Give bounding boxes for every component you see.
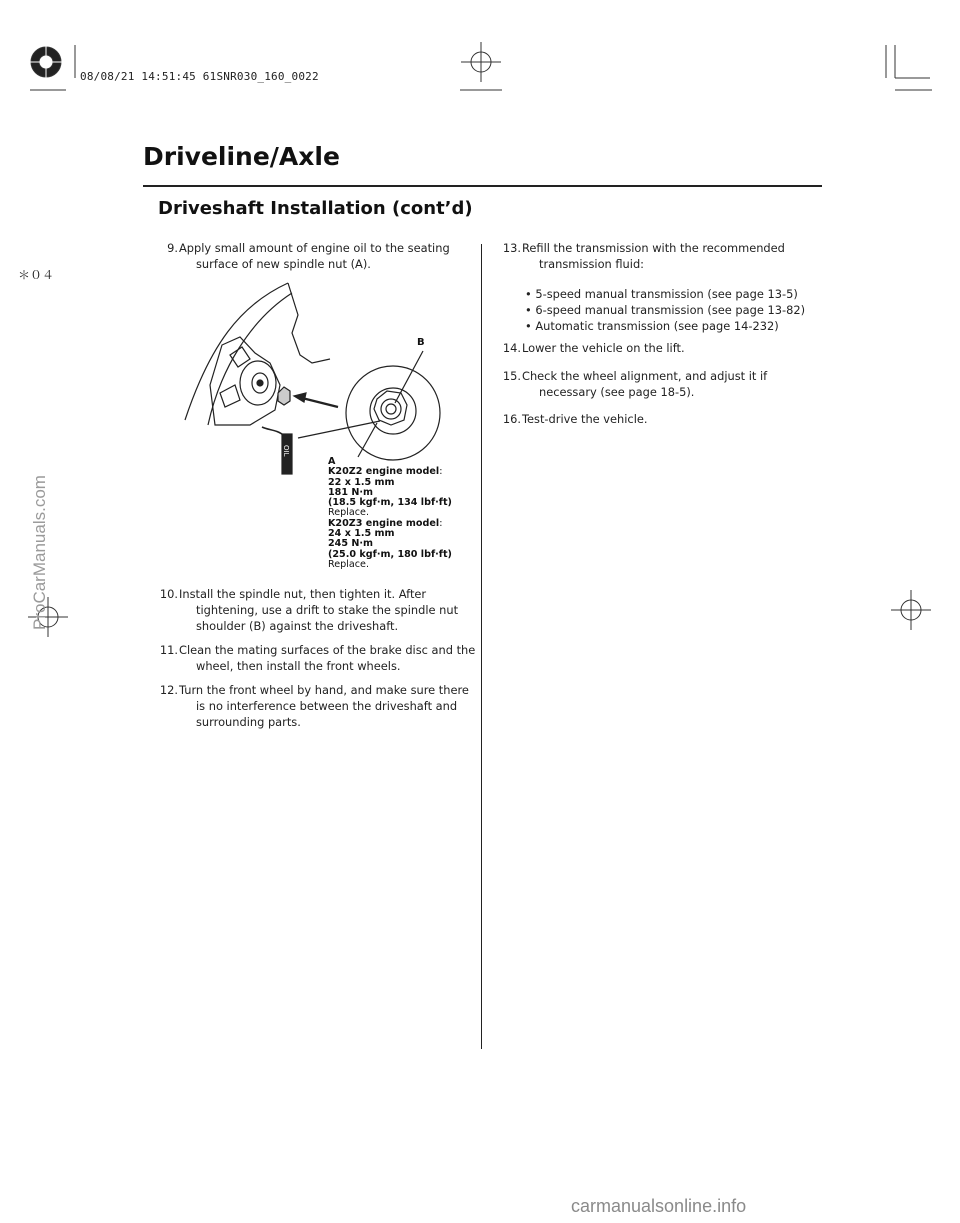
- k20z2-torque-alt: (18.5 kgf·m, 134 lbf·ft): [328, 497, 452, 509]
- step-number: 9.: [167, 241, 178, 255]
- step-line: wheel, then install the front wheels.: [196, 659, 401, 673]
- step-line: Apply small amount of engine oil to the seating: [179, 241, 450, 255]
- bottom-watermark: carmanualsonline.info: [571, 1196, 747, 1216]
- list-item: • 6-speed manual transmission (see page 13-82): [525, 303, 806, 317]
- step-line: transmission fluid:: [539, 257, 645, 271]
- step-11: [156, 642, 476, 674]
- step-number: 16.: [502, 412, 521, 426]
- step-line: Lower the vehicle on the lift.: [522, 341, 685, 355]
- step-10: [156, 586, 476, 634]
- label-b: B: [417, 337, 425, 348]
- step-line: shoulder (B) against the driveshaft.: [196, 619, 399, 633]
- step-9: [156, 240, 476, 272]
- step-line: necessary (see page 18-5).: [539, 385, 695, 399]
- k20z3-heading: K20Z3 engine model: [328, 517, 440, 529]
- list-item: • 5-speed manual transmission (see page 13-5): [525, 287, 798, 301]
- step-12: [156, 682, 476, 730]
- oil-tag: OIL: [282, 445, 290, 457]
- k20z3-torque-nm: 245 N·m: [328, 538, 374, 550]
- step-line: Refill the transmission with the recommended: [522, 241, 785, 255]
- margin-mark: ＊０４: [18, 268, 55, 282]
- step-line: Test-drive the vehicle.: [522, 412, 648, 426]
- step-line: tightening, use a drift to stake the spindle nut: [196, 603, 459, 617]
- list-item: • Automatic transmission (see page 14-232): [525, 319, 779, 333]
- step-line: Install the spindle nut, then tighten it. After: [179, 587, 427, 601]
- k20z3-torque-alt: (25.0 kgf·m, 180 lbf·ft): [328, 548, 452, 560]
- step-15: [499, 368, 819, 400]
- k20z3-note: Replace.: [328, 558, 369, 570]
- spindle-nut-illustration: [180, 275, 480, 478]
- title-rule: [143, 185, 822, 187]
- column-divider: [481, 244, 482, 1049]
- step-13: [499, 240, 819, 272]
- k20z2-note: Replace.: [328, 507, 369, 519]
- section-title: Driveline/Axle: [143, 142, 340, 171]
- step-number: 13.: [502, 241, 521, 255]
- step-number: 11.: [159, 643, 178, 657]
- k20z2-size: 22 x 1.5 mm: [328, 476, 395, 488]
- k20z3-size: 24 x 1.5 mm: [328, 528, 395, 540]
- fluid-list: [525, 286, 805, 334]
- step-line: surface of new spindle nut (A).: [196, 257, 371, 271]
- print-stamp: 08/08/21 14:51:45 61SNR030_160_0022: [80, 70, 319, 83]
- step-number: 10.: [159, 587, 178, 601]
- label-a: A: [328, 456, 336, 467]
- step-line: Clean the mating surfaces of the brake disc and the: [179, 643, 476, 657]
- step-line: Turn the front wheel by hand, and make sure there: [179, 683, 469, 697]
- step-14: [499, 340, 819, 356]
- step-line: is no interference between the driveshaft and: [196, 699, 458, 713]
- step-16: [499, 411, 819, 427]
- figure-callout: A K20Z2 engine model: 22 x 1.5 mm 181 N·m (18.5 kgf·m, 134 lbf·ft) Replace. K20Z3 engine model: 24 x 1.5 mm 245 N·m (25.0 kgf·m, 180 lbf·ft) Replace.: [328, 456, 452, 570]
- step-number: 14.: [502, 341, 521, 355]
- subsection-title: Driveshaft Installation (cont’d): [158, 198, 473, 219]
- step-line: surrounding parts.: [196, 715, 301, 729]
- step-number: 12.: [159, 683, 178, 697]
- step-number: 15.: [502, 369, 521, 383]
- side-watermark: ProCarManuals.com: [30, 475, 49, 630]
- step-line: Check the wheel alignment, and adjust it if: [522, 369, 768, 383]
- k20z2-heading: K20Z2 engine model: [328, 466, 440, 478]
- k20z2-torque-nm: 181 N·m: [328, 486, 374, 498]
